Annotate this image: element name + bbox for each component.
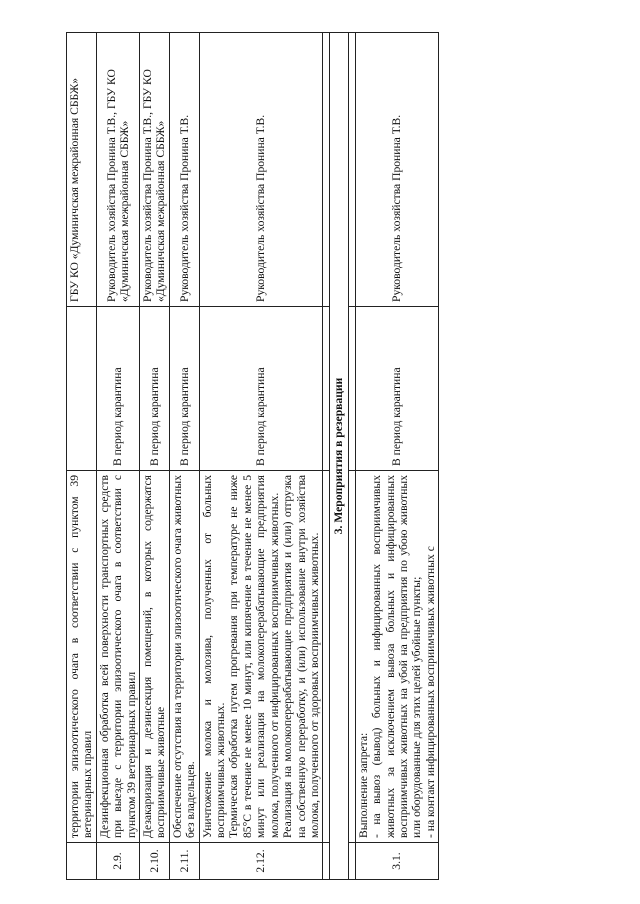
action-line: Уничтожение молока и молозива, полученных от больных восприимчивых животных. bbox=[200, 475, 228, 838]
row-number: 2.11. bbox=[169, 843, 199, 880]
responsible-cell: Руководитель хозяйства Пронина Т.В. bbox=[169, 33, 199, 307]
action-cell: Обеспечение отсутствия на территории эпизоотического очага животных без владельцев. bbox=[169, 471, 199, 843]
responsible-cell: Руководитель хозяйства Пронина Т.В., ГБУ КО «Думиничская межрайонная СББЖ» bbox=[140, 33, 170, 307]
term-cell: В период карантина bbox=[169, 307, 199, 471]
responsible-cell: Руководитель хозяйства Пронина Т.В. bbox=[355, 33, 438, 307]
responsible-cell: ГБУ КО «Думиничская межрайонная СББЖ» bbox=[67, 33, 97, 307]
action-cell: Дезакаризация и дезинсекция помещений, в которых содержатся восприимчивые животные bbox=[140, 471, 170, 843]
table-row bbox=[67, 33, 97, 880]
spacer-cell bbox=[323, 33, 330, 307]
spacer-row bbox=[348, 33, 355, 880]
term-cell: В период карантина bbox=[96, 307, 139, 471]
table-row bbox=[199, 33, 323, 880]
row-number: 2.9. bbox=[96, 843, 139, 880]
table-row bbox=[355, 33, 438, 880]
spacer-cell bbox=[323, 843, 330, 880]
spacer-cell bbox=[348, 471, 355, 843]
term-cell bbox=[67, 307, 97, 471]
term-cell: В период карантина bbox=[199, 307, 323, 471]
table-row bbox=[96, 33, 139, 880]
action-cell: Дезинфекционная обработка всей поверхности транспортных средств при выезде с территории эпизоотического очага в соответствии с пунктом 39 ветеринарных правил bbox=[96, 471, 139, 843]
action-line: Выполнение запрета: bbox=[356, 732, 370, 838]
action-cell: территории эпизоотического очага в соответствии с пунктом 39 ветеринарных правил bbox=[67, 471, 97, 843]
spacer-cell bbox=[348, 843, 355, 880]
action-line: Термическая обработка путем прогревания при температуре не ниже 85°С в течение не менее 10 минут, или кипячение в течение не менее 5 минут или реализация на молокоперерабатывающие предприятия молока, полученного от инфицированных восприимчивых животных. bbox=[227, 475, 281, 838]
responsible-cell: Руководитель хозяйства Пронина Т.В., ГБУ КО «Думиничская межрайонная СББЖ» bbox=[96, 33, 139, 307]
spacer-cell bbox=[323, 307, 330, 471]
row-number: 2.12. bbox=[199, 843, 323, 880]
section-title: 3. Мероприятия в резервации bbox=[330, 33, 348, 880]
measures-table bbox=[66, 32, 439, 880]
spacer-cell bbox=[348, 307, 355, 471]
section-header-row bbox=[330, 33, 348, 880]
term-cell: В период карантина bbox=[355, 307, 438, 471]
spacer-cell bbox=[323, 471, 330, 843]
table-row bbox=[169, 33, 199, 880]
row-number: 3.1. bbox=[355, 843, 438, 880]
action-cell bbox=[355, 471, 438, 843]
row-number: 2.10. bbox=[140, 843, 170, 880]
row-number bbox=[67, 843, 97, 880]
action-cell bbox=[199, 471, 323, 843]
action-line: - на вывоз (вывод) больных и инфицированных восприимчивых животных за исключением вывоза больных и инфицированных восприимчивых животных на убой на предприятия по убою животных или оборудованные для этих целей убойные пункты; bbox=[370, 475, 424, 838]
term-cell: В период карантина bbox=[140, 307, 170, 471]
rotated-page bbox=[66, 32, 574, 880]
spacer-cell bbox=[348, 33, 355, 307]
responsible-cell: Руководитель хозяйства Пронина Т.В. bbox=[199, 33, 323, 307]
action-line: - на контакт инфицированных восприимчивых животных с bbox=[423, 546, 437, 838]
spacer-row bbox=[323, 33, 330, 880]
table-row bbox=[140, 33, 170, 880]
action-line: Реализация на молокоперерабатывающие предприятия и (или) отгрузка на собственную переработку, и (или) использование внутри хозяйства молока, полученного от здоровых восприимчивых животных. bbox=[281, 475, 321, 838]
